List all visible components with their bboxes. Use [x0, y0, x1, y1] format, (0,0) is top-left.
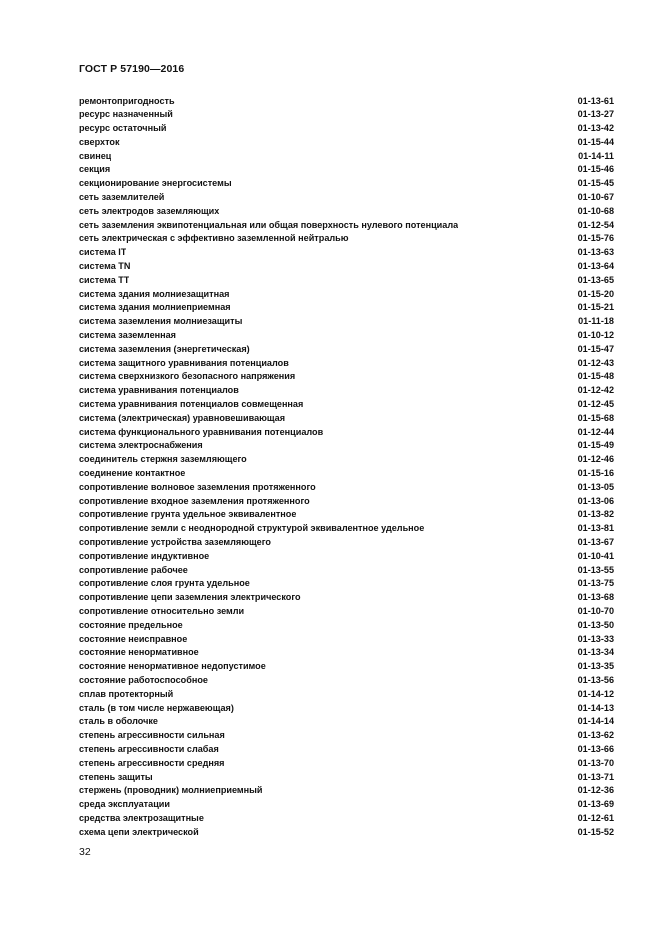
index-code: 01-13-55	[577, 564, 614, 575]
index-term: стержень (проводник) молниеприемный	[79, 785, 263, 796]
index-term: состояние работоспособное	[79, 674, 208, 685]
index-entry	[79, 826, 614, 840]
index-term: среда эксплуатации	[79, 799, 170, 810]
index-term: секционирование энергосистемы	[79, 178, 232, 189]
index-entry	[79, 729, 614, 743]
index-code: 01-13-05	[577, 481, 614, 492]
index-term: сопротивление индуктивное	[79, 550, 210, 561]
index-entry	[79, 384, 614, 398]
index-entry	[79, 743, 614, 757]
index-entry	[79, 219, 614, 233]
index-entry	[79, 564, 614, 578]
index-entry	[79, 191, 614, 205]
index-term: сеть электрическая с эффективно заземленной нейтралью	[79, 233, 349, 244]
index-entry	[79, 232, 614, 246]
index-code: 01-13-70	[577, 757, 614, 768]
index-term: средства электрозащитные	[79, 812, 204, 823]
index-entry	[79, 798, 614, 812]
index-code: 01-12-43	[577, 357, 614, 368]
index-term: сопротивление рабочее	[79, 564, 188, 575]
index-code: 01-13-56	[577, 674, 614, 685]
index-code: 01-10-67	[577, 192, 614, 203]
document-header: ГОСТ Р 57190—2016	[79, 63, 185, 75]
index-entry	[79, 260, 614, 274]
index-code: 01-15-52	[577, 826, 614, 837]
index-term: соединитель стержня заземляющего	[79, 454, 247, 465]
index-entry	[79, 136, 614, 150]
index-code: 01-13-42	[577, 123, 614, 134]
index-term: система сверхнизкого безопасного напряжения	[79, 371, 296, 382]
index-term: сопротивление входное заземления протяженного	[79, 495, 310, 506]
index-term: состояние предельное	[79, 619, 183, 630]
index-entry	[79, 357, 614, 371]
index-code: 01-12-42	[577, 385, 614, 396]
index-entry	[79, 246, 614, 260]
index-entry	[79, 508, 614, 522]
index-entry	[79, 163, 614, 177]
index-term: система здания молниезащитная	[79, 288, 230, 299]
index-term: система защитного уравнивания потенциалов	[79, 357, 289, 368]
index-entry	[79, 674, 614, 688]
index-term: сеть заземлителей	[79, 192, 165, 203]
index-term: сопротивление грунта удельное эквивалентное	[79, 509, 297, 520]
index-entry	[79, 550, 614, 564]
index-entry	[79, 467, 614, 481]
index-code: 01-10-41	[577, 550, 614, 561]
index-term: система TN	[79, 261, 131, 272]
index-entry	[79, 688, 614, 702]
index-code: 01-12-61	[577, 812, 614, 823]
index-term: степень агрессивности слабая	[79, 743, 219, 754]
index-term: сплав протекторный	[79, 688, 174, 699]
index-term: состояние ненормативное	[79, 647, 199, 658]
index-term: система TT	[79, 274, 130, 285]
index-code: 01-11-18	[578, 316, 614, 327]
index-entry	[79, 301, 614, 315]
index-entry	[79, 453, 614, 467]
index-entry	[79, 150, 614, 164]
index-code: 01-13-69	[577, 799, 614, 810]
index-entry	[79, 177, 614, 191]
index-entry	[79, 398, 614, 412]
index-term: степень агрессивности сильная	[79, 730, 225, 741]
index-term: секция	[79, 164, 111, 175]
index-entry	[79, 439, 614, 453]
index-code: 01-13-66	[577, 743, 614, 754]
index-code: 01-14-12	[577, 688, 614, 699]
index-entry	[79, 329, 614, 343]
index-term: система электроснабжения	[79, 440, 203, 451]
index-term: степень агрессивности средняя	[79, 757, 225, 768]
index-code: 01-13-61	[577, 95, 614, 106]
index-term: сопротивление устройства заземляющего	[79, 537, 271, 547]
index-code: 01-15-48	[577, 371, 614, 382]
index-code: 01-14-11	[578, 150, 614, 161]
index-term: система заземленная	[79, 330, 176, 341]
index-term: сопротивление земли с неоднородной структурой эквивалентное удельное	[79, 523, 425, 534]
index-code: 01-13-68	[577, 592, 614, 603]
index-entry	[79, 784, 614, 798]
index-term: сопротивление слоя грунта удельное	[79, 578, 250, 589]
index-entry	[79, 757, 614, 771]
index-entry	[79, 205, 614, 219]
index-term: сеть заземления эквипотенциальная или общая поверхность нулевого потенциала	[79, 219, 459, 230]
index-entry	[79, 370, 614, 384]
index-term: сталь в оболочке	[79, 716, 158, 727]
index-term: степень защиты	[79, 771, 153, 782]
index-code: 01-12-44	[577, 426, 614, 437]
index-code: 01-13-65	[577, 274, 614, 285]
index-term: соединение контактное	[79, 468, 186, 479]
index-code: 01-15-45	[577, 178, 614, 189]
index-entry	[79, 702, 614, 716]
index-term: система здания молниеприемная	[79, 302, 231, 313]
index-term: ресурс остаточный	[79, 123, 167, 134]
index-entry	[79, 605, 614, 619]
index-entry	[79, 619, 614, 633]
index-code: 01-10-70	[577, 605, 614, 616]
page-number: 32	[79, 846, 91, 858]
index-entry	[79, 715, 614, 729]
index-term: сталь (в том числе нержавеющая)	[79, 702, 234, 713]
index-term: ремонтопригодность	[79, 95, 175, 106]
index-code: 01-13-75	[577, 578, 614, 589]
index-code: 01-10-12	[577, 330, 614, 341]
index-entry	[79, 108, 614, 122]
index-term: система (электрическая) уравновешивающая	[79, 412, 286, 423]
index-code: 01-13-63	[577, 247, 614, 258]
index-entry	[79, 522, 614, 536]
index-entry	[79, 274, 614, 288]
index-entry	[79, 495, 614, 509]
index-code: 01-13-35	[577, 661, 614, 672]
index-entry	[79, 536, 614, 550]
index-code: 01-14-13	[577, 702, 614, 713]
index-term: сеть электродов заземляющих	[79, 205, 220, 216]
index-entry	[79, 633, 614, 647]
index-code: 01-13-27	[577, 109, 614, 120]
index-entry	[79, 288, 614, 302]
index-term: система уравнивания потенциалов	[79, 385, 239, 396]
index-term: сопротивление относительно земли	[79, 605, 245, 616]
index-entry	[79, 412, 614, 426]
index-code: 01-12-46	[577, 454, 614, 465]
index-code: 01-13-71	[577, 771, 614, 782]
index-entry	[79, 577, 614, 591]
index-code: 01-15-20	[577, 288, 614, 299]
index-term: система заземления (энергетическая)	[79, 343, 250, 354]
index-term: сопротивление волновое заземления протяженного	[79, 481, 316, 492]
index-code: 01-14-14	[577, 716, 614, 727]
index-term: система IT	[79, 247, 127, 258]
index-code: 01-13-67	[577, 537, 614, 547]
index-term: ресурс назначенный	[79, 109, 173, 120]
index-term: состояние ненормативное недопустимое	[79, 661, 266, 672]
index-term: система заземления молниезащиты	[79, 316, 243, 327]
index-code: 01-13-50	[577, 619, 614, 630]
index-entry	[79, 95, 614, 109]
index-entry	[79, 122, 614, 136]
index-list	[79, 95, 614, 840]
index-code: 01-13-64	[577, 261, 614, 272]
index-code: 01-13-81	[577, 523, 614, 534]
index-entry	[79, 481, 614, 495]
index-code: 01-15-44	[577, 136, 614, 147]
index-entry	[79, 591, 614, 605]
index-entry	[79, 771, 614, 785]
index-entry	[79, 315, 614, 329]
index-term: схема цепи электрической	[79, 826, 199, 837]
index-term: состояние неисправное	[79, 633, 188, 644]
index-code: 01-13-33	[577, 633, 614, 644]
index-code: 01-13-82	[577, 509, 614, 520]
index-entry	[79, 660, 614, 674]
index-code: 01-10-68	[577, 205, 614, 216]
index-code: 01-15-49	[577, 440, 614, 451]
index-term: свинец	[79, 150, 112, 161]
index-code: 01-12-54	[577, 219, 614, 230]
index-code: 01-12-45	[577, 399, 614, 410]
index-code: 01-15-46	[577, 164, 614, 175]
index-term: система уравнивания потенциалов совмещенная	[79, 399, 304, 410]
index-code: 01-12-36	[577, 785, 614, 796]
index-entry	[79, 812, 614, 826]
index-entry	[79, 343, 614, 357]
index-code: 01-13-34	[577, 647, 614, 658]
index-term: сопротивление цепи заземления электрического	[79, 592, 301, 603]
index-term: сверхток	[79, 136, 120, 147]
index-code: 01-15-21	[577, 302, 614, 313]
index-code: 01-15-16	[577, 468, 614, 479]
index-code: 01-15-76	[577, 233, 614, 244]
index-code: 01-13-62	[577, 730, 614, 741]
index-entry	[79, 646, 614, 660]
index-code: 01-15-47	[577, 343, 614, 354]
index-code: 01-15-68	[577, 412, 614, 423]
index-code: 01-13-06	[577, 495, 614, 506]
index-entry	[79, 426, 614, 440]
index-term: система функционального уравнивания потенциалов	[79, 426, 324, 437]
